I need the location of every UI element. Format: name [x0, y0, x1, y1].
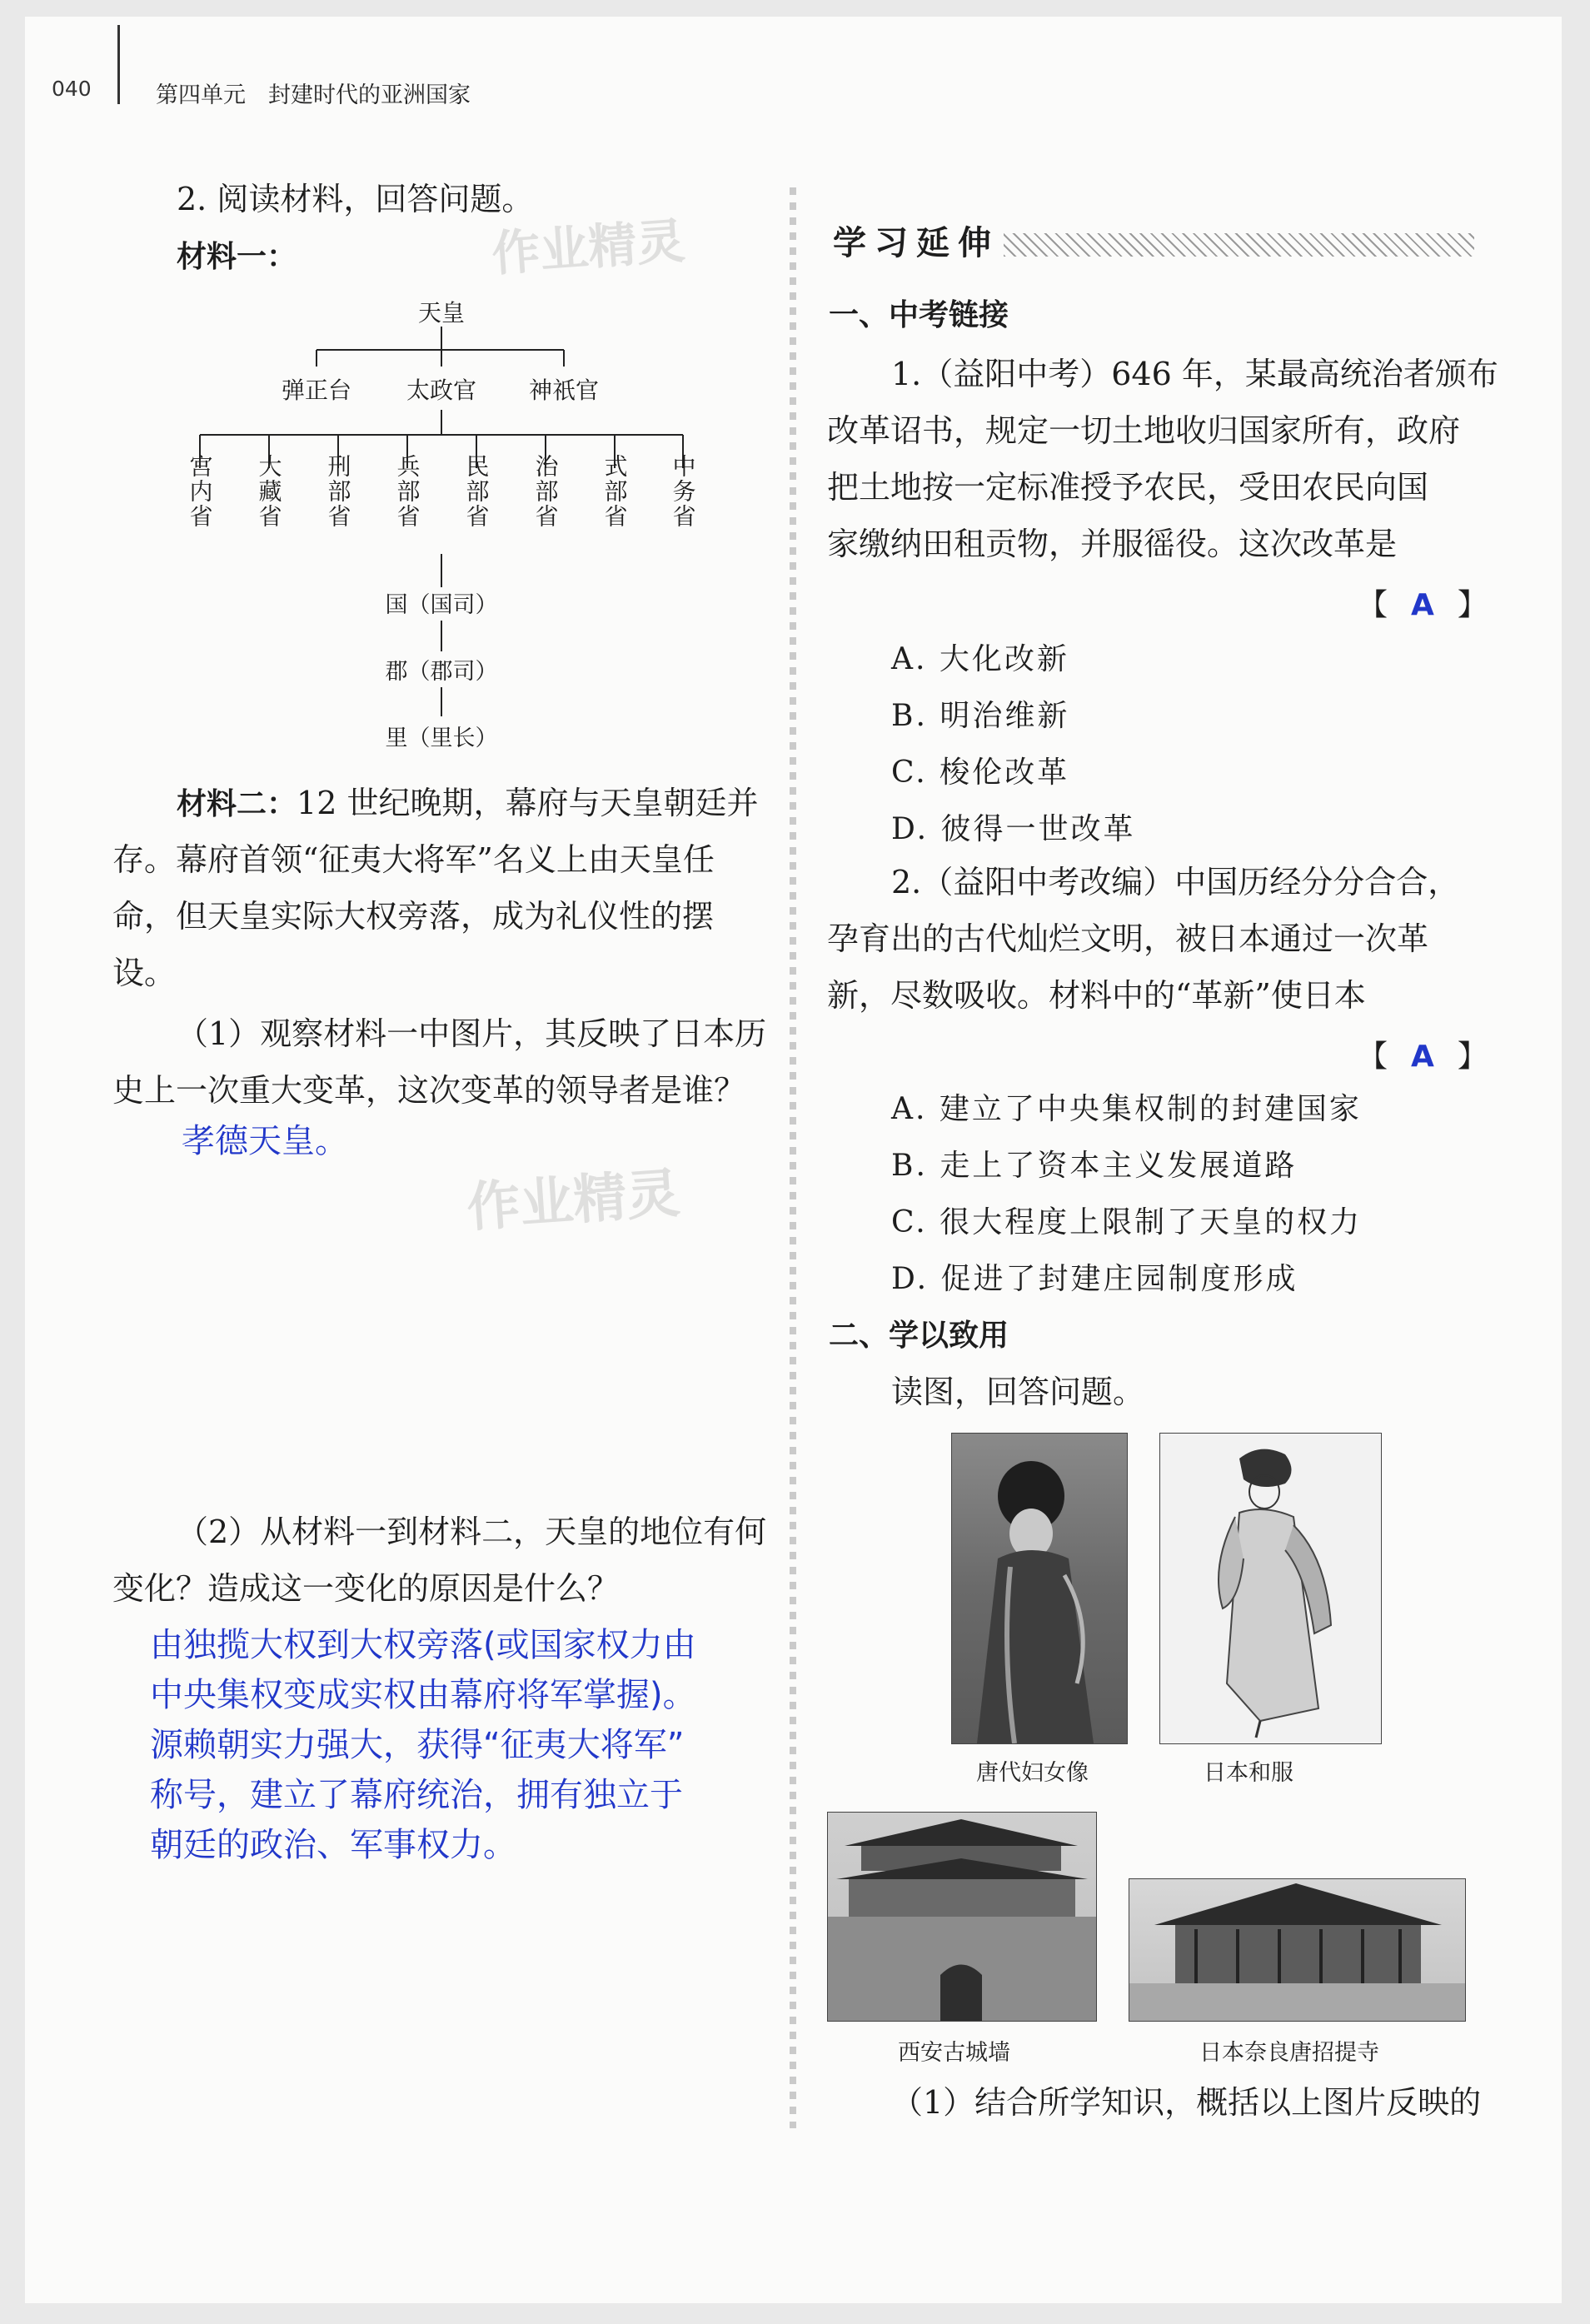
- chart-node-ministry-6: 治部省: [531, 454, 560, 529]
- toshodaiji-illustration: [1129, 1879, 1465, 2021]
- org-chart: [150, 283, 750, 750]
- material2-line-2: 存。幕府首领“征夷大将军”名义上由天皇任: [112, 841, 715, 878]
- subsection-1-title: 一、中考链接: [829, 298, 1009, 332]
- tang-woman-illustration: [952, 1434, 1127, 1743]
- material2-line-1: [177, 775, 758, 833]
- mcq2-option-d: D. 促进了封建庄园制度形成: [891, 1262, 1298, 1296]
- caption-tang-woman: 唐代妇女像: [976, 1760, 1089, 1786]
- chart-node-emperor: 天皇: [417, 299, 466, 327]
- mcq1-line-3: 把土地按一定标准授予农民，受田农民向国: [827, 469, 1429, 506]
- subq1-line-2: 史上一次重大变革，这次变革的领导者是谁？: [112, 1072, 746, 1109]
- chart-node-local-2: 郡（郡司）: [385, 659, 498, 685]
- chart-node-ministry-2: 大藏省: [255, 454, 283, 529]
- mcq1-option-c: C. 梭伦改革: [891, 756, 1070, 790]
- answer-2-line-5: 朝廷的政治、军事权力。: [150, 1826, 516, 1864]
- final-question-line: （1）结合所学知识，概括以上图片反映的: [891, 2084, 1482, 2121]
- mcq1-option-a: A. 大化改新: [891, 642, 1069, 676]
- chart-node-ministry-7: 式部省: [601, 454, 629, 529]
- mcq2-line-1: 2.（益阳中考改编）中国历经分分合合，: [891, 864, 1460, 900]
- caption-toshodaiji: 日本奈良唐招提寺: [1199, 2040, 1379, 2066]
- chart-node-ministry-5: 民部省: [462, 454, 491, 529]
- material2-line-4: 设。: [112, 955, 177, 991]
- mcq2-line-3: 新，尽数吸收。材料中的“革新”使日本: [827, 977, 1366, 1014]
- subq2-line-1: （2）从材料一到材料二，天皇的地位有何: [177, 1514, 767, 1550]
- watermark-1: 作业精灵: [490, 212, 687, 282]
- mcq2-answer: A: [1411, 1040, 1434, 1074]
- chart-node-ministry-1: 宫内省: [186, 454, 214, 529]
- section-title-decoration: [1004, 233, 1474, 257]
- mcq1-option-d: D. 彼得一世改革: [891, 812, 1136, 846]
- mcq2-line-2: 孕育出的古代灿烂文明，被日本通过一次革: [827, 920, 1429, 957]
- material2-label: 材料二：: [177, 787, 297, 821]
- answer-1: 孝德天皇。: [182, 1122, 348, 1160]
- question-2-title: 2. 阅读材料，回答问题。: [177, 181, 534, 217]
- answer-2-line-1: 由独揽大权到大权旁落(或国家权力由: [150, 1626, 696, 1664]
- column-divider: [790, 187, 796, 2128]
- subq1-line-1: （1）观察材料一中图片，其反映了日本历: [177, 1015, 767, 1052]
- material1-label: 材料一：: [177, 240, 297, 274]
- chart-node-ministry-3: 刑部省: [324, 454, 352, 529]
- chart-node-ministry-4: 兵部省: [393, 454, 421, 529]
- subq2-line-2: 变化？造成这一变化的原因是什么？: [112, 1570, 620, 1607]
- mcq2-option-a: A. 建立了中央集权制的封建国家: [891, 1092, 1362, 1126]
- mcq1-answer-bracket: 【 A 】: [1358, 588, 1488, 622]
- caption-xian-wall: 西安古城墙: [898, 2040, 1010, 2066]
- section-title: 学习延伸: [833, 224, 999, 262]
- kimono-illustration: [1160, 1434, 1381, 1743]
- chart-node-ministry-8: 中务省: [669, 454, 697, 529]
- chart-node-l2-3: 神祇官: [528, 377, 600, 404]
- xian-wall-illustration: [828, 1813, 1096, 2021]
- mcq2-option-b: B. 走上了资本主义发展道路: [891, 1149, 1298, 1183]
- mcq1-line-2: 改革诏书，规定一切土地收归国家所有，政府: [827, 412, 1461, 449]
- mcq1-line-4: 家缴纳田租贡物，并服徭役。这次改革是: [827, 526, 1398, 562]
- chart-node-l2-2: 太政官: [406, 377, 477, 404]
- mcq1-answer: A: [1411, 588, 1434, 622]
- caption-kimono: 日本和服: [1204, 1760, 1293, 1786]
- mcq2-option-c: C. 很大程度上限制了天皇的权力: [891, 1205, 1363, 1239]
- material2-text-1: 12 世纪晚期，幕府与天皇朝廷并: [297, 785, 759, 821]
- chart-node-local-1: 国（国司）: [385, 592, 498, 618]
- answer-2-line-3: 源赖朝实力强大，获得“征夷大将军”: [150, 1726, 685, 1764]
- photo-kimono: [1159, 1433, 1382, 1744]
- photo-toshodaiji: [1129, 1878, 1466, 2022]
- mcq2-answer-bracket: 【 A 】: [1358, 1040, 1488, 1074]
- answer-2-line-2: 中央集权变成实权由幕府将军掌握)。: [150, 1676, 696, 1714]
- mcq1-line-1: 1.（益阳中考）646 年，某最高统治者颁布: [891, 356, 1498, 392]
- header-divider: [117, 25, 120, 104]
- photo-xian-wall: [827, 1812, 1097, 2022]
- material2-line-3: 命，但天皇实际大权旁落，成为礼仪性的摆: [112, 898, 715, 935]
- mcq1-option-b: B. 明治维新: [891, 699, 1070, 733]
- subsection-2-title: 二、学以致用: [829, 1319, 1009, 1353]
- photo-tang-woman: [951, 1433, 1128, 1744]
- chart-node-local-3: 里（里长）: [385, 726, 498, 750]
- unit-title: 第四单元 封建时代的亚洲国家: [156, 82, 471, 108]
- answer-2-line-4: 称号，建立了幕府统治，拥有独立于: [150, 1776, 683, 1814]
- watermark-2: 作业精灵: [465, 1163, 682, 1239]
- page-number: 040: [52, 77, 92, 101]
- read-instruction: 读图，回答问题。: [891, 1374, 1145, 1410]
- chart-node-l2-1: 弹正台: [281, 377, 352, 404]
